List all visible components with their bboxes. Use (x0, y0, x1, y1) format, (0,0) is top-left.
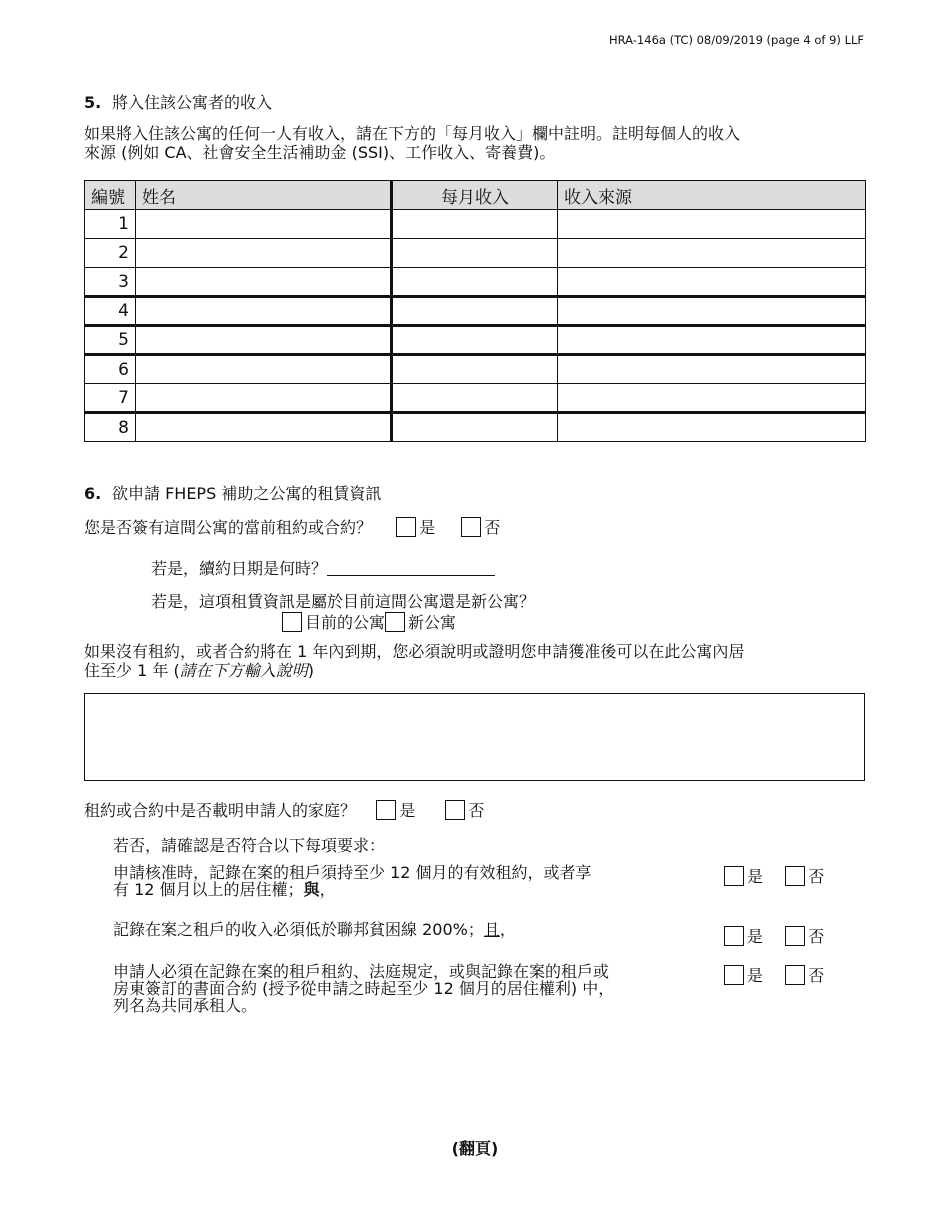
income-source-cell[interactable] (558, 268, 866, 297)
monthly-income-cell[interactable] (392, 239, 558, 268)
req2-yes-label: 是 (747, 927, 764, 946)
row-number: 5 (85, 326, 136, 355)
req1-no-checkbox[interactable] (785, 866, 805, 886)
req1-yes-checkbox[interactable] (724, 866, 744, 886)
lease-no-checkbox[interactable] (461, 517, 481, 537)
req3-yes-label: 是 (747, 966, 764, 985)
household-yes-label: 是 (399, 801, 416, 820)
current-apartment-checkbox[interactable] (282, 612, 302, 632)
row-number: 6 (85, 355, 136, 384)
household-no-checkbox[interactable] (445, 800, 465, 820)
no-lease-line2-prefix: 住至少 1 年 ( (84, 661, 180, 680)
req2-yes-no (724, 924, 824, 947)
section5-description-line2: 來源 (例如 CA、社會安全生活補助金 (SSI)、工作收入、寄養費)。 (84, 143, 556, 162)
section6-title: 欲申請 FHEPS 補助之公寓的租賃資訊 (112, 484, 382, 503)
row-number: 1 (85, 210, 136, 239)
renewal-row (151, 556, 495, 579)
renewal-date-field[interactable] (327, 559, 495, 576)
requirement-2 (113, 921, 703, 938)
table-row (85, 210, 866, 239)
requirement-3 (113, 963, 713, 1014)
req2-suffix: ， (499, 920, 516, 939)
monthly-income-cell[interactable] (392, 297, 558, 326)
req1-line2-bold: 與 (303, 880, 320, 899)
income-source-cell[interactable] (558, 413, 866, 442)
name-cell[interactable] (136, 210, 392, 239)
income-source-cell[interactable] (558, 326, 866, 355)
no-lease-explanation (84, 642, 874, 680)
section5-heading (84, 90, 272, 113)
income-source-cell[interactable] (558, 355, 866, 384)
header-income-source: 收入來源 (558, 181, 866, 210)
if-no-confirm: 若否，請確認是否符合以下每項要求： (113, 836, 386, 855)
renewal-question: 若是，續約日期是何時？ (151, 559, 328, 578)
household-no-label: 否 (468, 801, 485, 820)
current-apartment-label: 目前的公寓 (305, 613, 386, 632)
row-number: 2 (85, 239, 136, 268)
income-source-cell[interactable] (558, 210, 866, 239)
req1-yes-no (724, 864, 824, 887)
req3-line1: 申請人必須在記錄在案的租戶租約、法庭規定，或與記錄在案的租戶或 (113, 962, 610, 981)
monthly-income-cell[interactable] (392, 326, 558, 355)
apartment-type-row (282, 610, 456, 633)
header-monthly-income: 每月收入 (392, 181, 558, 210)
table-row (85, 355, 866, 384)
income-table-header-row (85, 181, 866, 210)
explanation-textarea[interactable] (84, 693, 865, 781)
table-row (85, 384, 866, 413)
section6-number: 6. (84, 484, 102, 503)
req3-yes-checkbox[interactable] (724, 965, 744, 985)
table-row (85, 239, 866, 268)
req1-line2-suffix: ， (319, 880, 336, 899)
household-question: 租約或合約中是否載明申請人的家庭？ (84, 801, 357, 820)
name-cell[interactable] (136, 326, 392, 355)
req1-no-label: 否 (808, 867, 825, 886)
no-lease-line2 (84, 661, 874, 680)
turn-page-note: (翻頁) (451, 1139, 499, 1158)
req2-prefix: 記錄在案之租戶的收入必須低於聯邦貧困線 200%； (113, 920, 484, 939)
name-cell[interactable] (136, 355, 392, 384)
lease-yes-label: 是 (419, 518, 436, 537)
req1-line2 (113, 881, 703, 898)
section6-heading (84, 481, 381, 504)
table-row (85, 326, 866, 355)
monthly-income-cell[interactable] (392, 413, 558, 442)
income-source-cell[interactable] (558, 239, 866, 268)
monthly-income-cell[interactable] (392, 355, 558, 384)
section5-title: 將入住該公寓者的收入 (112, 93, 273, 112)
name-cell[interactable] (136, 268, 392, 297)
table-row (85, 297, 866, 326)
income-table (84, 180, 866, 442)
table-row (85, 268, 866, 297)
name-cell[interactable] (136, 239, 392, 268)
req3-line3: 列名為共同承租人。 (113, 996, 258, 1015)
income-source-cell[interactable] (558, 297, 866, 326)
name-cell[interactable] (136, 413, 392, 442)
req2-no-checkbox[interactable] (785, 926, 805, 946)
table-row (85, 413, 866, 442)
no-lease-line2-suffix: ) (307, 661, 314, 680)
new-apartment-label: 新公寓 (408, 613, 457, 632)
req2-yes-checkbox[interactable] (724, 926, 744, 946)
no-lease-instruction: 請在下方輸入說明 (179, 661, 308, 680)
header-number: 編號 (85, 181, 136, 210)
lease-question-row (84, 515, 506, 538)
req2-underline: 且 (483, 920, 500, 939)
household-yes-checkbox[interactable] (376, 800, 396, 820)
monthly-income-cell[interactable] (392, 210, 558, 239)
new-apartment-checkbox[interactable] (385, 612, 405, 632)
name-cell[interactable] (136, 384, 392, 413)
section5-description-line1: 如果將入住該公寓的任何一人有收入，請在下方的「每月收入」欄中註明。註明每個人的收入 (84, 124, 741, 143)
monthly-income-cell[interactable] (392, 268, 558, 297)
income-source-cell[interactable] (558, 384, 866, 413)
req3-line2: 房東簽訂的書面合約 (授予從申請之時起至少 12 個月的居住權利) 中， (113, 979, 615, 998)
row-number: 7 (85, 384, 136, 413)
req3-no-checkbox[interactable] (785, 965, 805, 985)
form-code: HRA-146a (TC) 08/09/2019 (page 4 of 9) LLF (609, 33, 864, 47)
lease-yes-checkbox[interactable] (396, 517, 416, 537)
lease-no-label: 否 (484, 518, 501, 537)
household-question-row (84, 798, 490, 821)
lease-question: 您是否簽有這間公寓的當前租約或合約？ (84, 518, 373, 537)
section5-number: 5. (84, 93, 102, 112)
row-number: 8 (85, 413, 136, 442)
no-lease-line1: 如果沒有租約，或者合約將在 1 年內到期，您必須說明或證明您申請獲准後可以在此公寓內居 (84, 642, 745, 661)
req3-no-label: 否 (808, 966, 825, 985)
row-number: 4 (85, 297, 136, 326)
monthly-income-cell[interactable] (392, 384, 558, 413)
req1-line1: 申請核准時，記錄在案的租戶須持至少 12 個月的有效租約，或者享 (113, 863, 592, 882)
req3-yes-no (724, 963, 824, 986)
section5-description (84, 124, 874, 162)
name-cell[interactable] (136, 297, 392, 326)
row-number: 3 (85, 268, 136, 297)
req2-no-label: 否 (808, 927, 825, 946)
header-name: 姓名 (136, 181, 392, 210)
req1-line2-prefix: 有 12 個月以上的居住權； (113, 880, 304, 899)
req1-yes-label: 是 (747, 867, 764, 886)
requirement-1 (113, 864, 703, 898)
which-apartment-question: 若是，這項租賃資訊是屬於目前這間公寓還是新公寓？ (151, 592, 536, 611)
